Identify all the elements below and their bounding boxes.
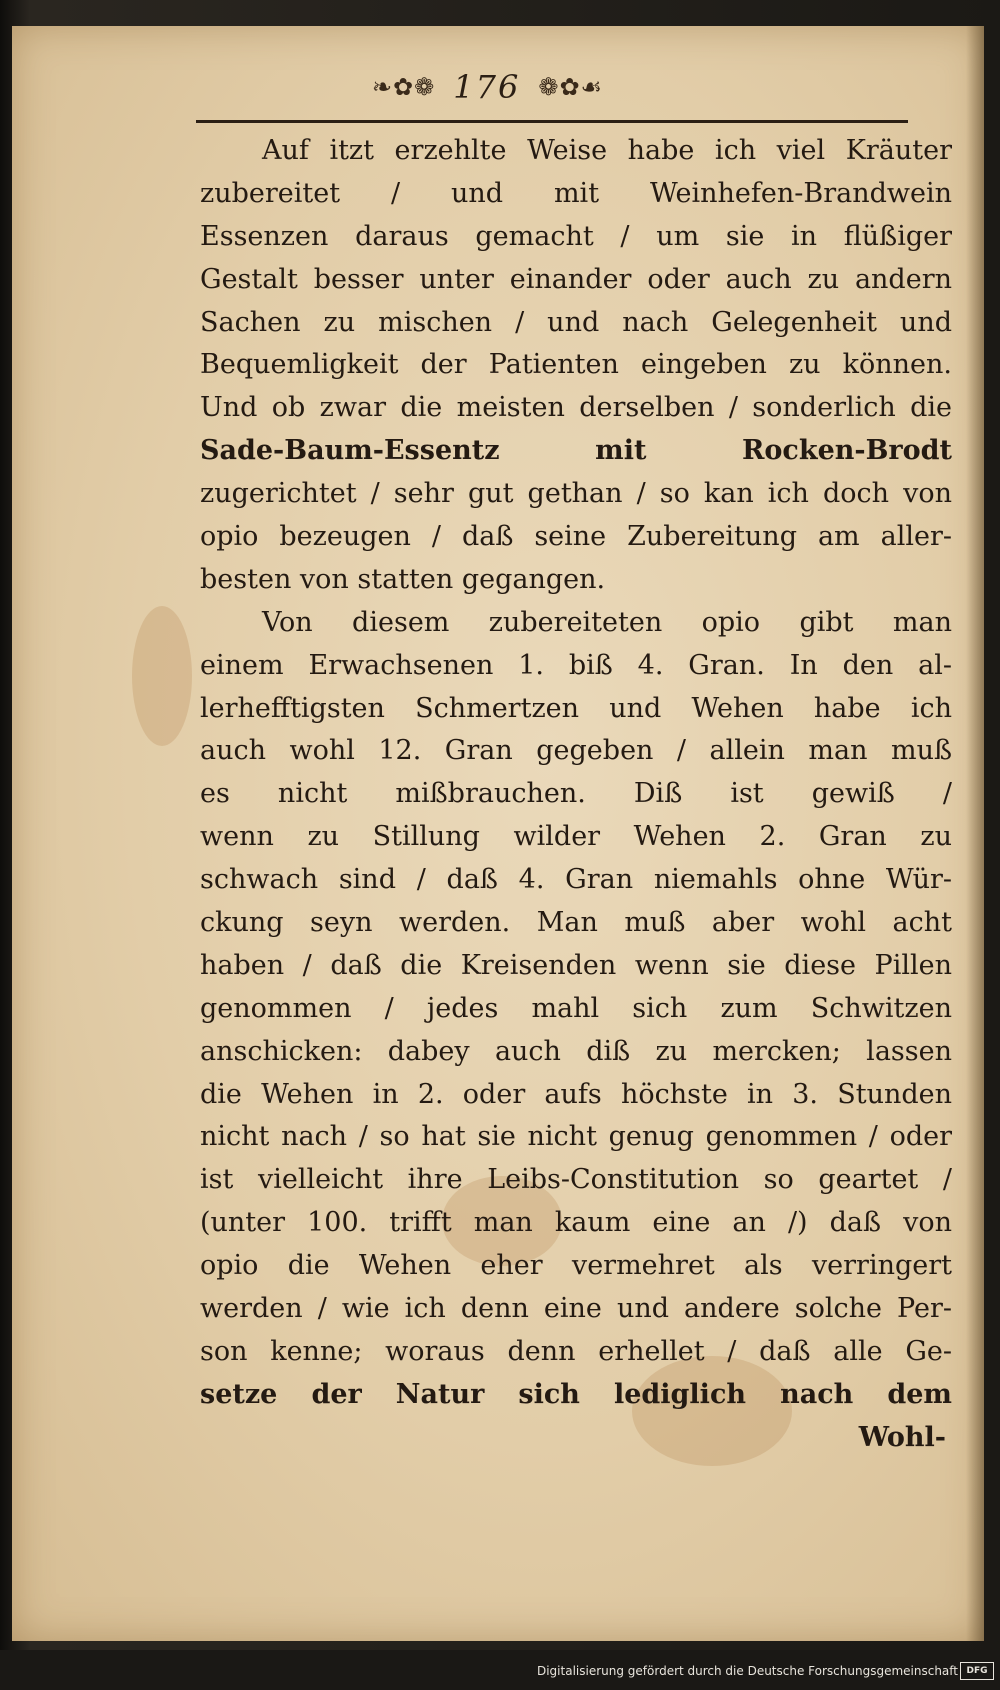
text-line: besten von statten gegangen. [200, 563, 606, 595]
page-header [195, 66, 780, 108]
header-rule [196, 120, 908, 123]
text-line: anschicken: dabey auch diß zu mercken; lassen [200, 1035, 952, 1067]
catchword: Wohl- [858, 1421, 946, 1453]
text-line: setze der Natur sich lediglich nach dem [200, 1378, 952, 1410]
ornament-right-icon: ❁✿☙ [538, 73, 604, 101]
text-line: opio die Wehen eher vermehret als verringert [200, 1250, 952, 1282]
text-line: auch wohl 12. Gran gegeben / allein man muß [200, 735, 952, 767]
text-line: schwach sind / daß 4. Gran niemahls ohne Wür- [200, 864, 952, 896]
text-line: genommen / jedes mahl sich zum Schwitzen [200, 992, 952, 1024]
text-line: haben / daß die Kreisenden wenn sie diese Pillen [200, 949, 952, 981]
text-line: Bequemligkeit der Patienten eingeben zu können. [200, 349, 952, 381]
text-line: zugerichtet / sehr gut gethan / so kan ich doch von [200, 478, 952, 510]
text-line: ckung seyn werden. Man muß aber wohl acht [200, 907, 952, 939]
text-line: werden / wie ich denn eine und andere solche Per- [200, 1293, 952, 1325]
page-spine-shadow [966, 26, 984, 1641]
text-line: die Wehen in 2. oder aufs höchste in 3. Stunden [200, 1078, 952, 1110]
dfg-logo: DFG [960, 1662, 994, 1680]
text-line: Auf itzt erzehlte Weise habe ich viel Kräuter [262, 135, 952, 166]
text-line: zubereitet / und mit Weinhefen-Brandwein [200, 177, 952, 209]
text-line: es nicht mißbrauchen. Diß ist gewiß / [200, 778, 952, 810]
text-line: wenn zu Stillung wilder Wehen 2. Gran zu [200, 821, 952, 853]
paper-stain [132, 606, 192, 746]
text-line: Gestalt besser unter einander oder auch zu andern [200, 263, 952, 295]
text-line: Sade-Baum-Essentz mit Rocken-Brodt [200, 435, 952, 467]
text-line: (unter 100. trifft man kaum eine an /) daß von [200, 1207, 952, 1239]
text-line: opio bezeugen / daß seine Zubereitung am aller- [200, 521, 952, 553]
text-line: Und ob zwar die meisten derselben / sonderlich die [200, 392, 952, 424]
text-line: lerhefftigsten Schmertzen und Wehen habe ich [200, 692, 952, 724]
text-line: son kenne; woraus denn erhellet / daß alle Ge- [200, 1335, 952, 1367]
page-text [200, 130, 952, 1460]
ornament-left-icon: ❧✿❁ [371, 73, 436, 101]
text-line: einem Erwachsenen 1. biß 4. Gran. In den al- [200, 649, 952, 681]
text-line: ist vielleicht ihre Leibs-Constitution so geartet / [200, 1164, 952, 1196]
text-line: Sachen zu mischen / und nach Gelegenheit und [200, 306, 952, 338]
footer-bar [0, 1650, 1000, 1690]
text-line: Von diesem zubereiteten opio gibt man [262, 606, 952, 638]
funding-credit: Digitalisierung gefördert durch die Deutsche Forschungsgemeinschaft [536, 1664, 958, 1678]
page-number: 176 [453, 68, 521, 106]
text-line: Essenzen daraus gemacht / um sie in flüßiger [200, 220, 952, 252]
text-line: nicht nach / so hat sie nicht genug genommen / oder [200, 1121, 952, 1153]
